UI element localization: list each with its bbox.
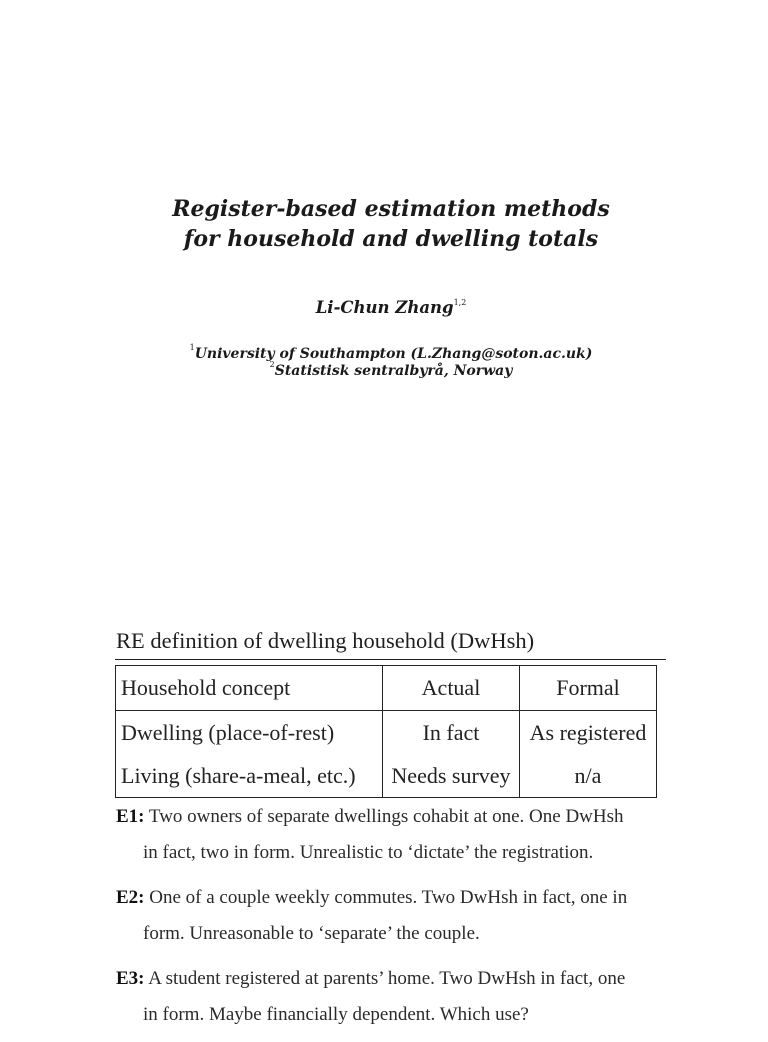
- author: [0, 298, 768, 317]
- table-row: [116, 711, 657, 755]
- example-label: E2:: [116, 887, 145, 908]
- table-header-cell: Formal: [520, 666, 657, 711]
- table-header-cell: Actual: [383, 666, 520, 711]
- table-header-cell: Household concept: [116, 666, 383, 711]
- example-item: [116, 880, 676, 952]
- author-name: Li-Chun Zhang: [315, 298, 454, 317]
- example-text-continued: in fact, two in form. Unrealistic to ‘dictate’ the registration.: [143, 842, 594, 863]
- table-cell: In fact: [383, 711, 520, 755]
- example-item: [116, 799, 676, 871]
- table-cell: Needs survey: [383, 754, 520, 798]
- example-text: A student registered at parents’ home. Two DwHsh in fact, one: [148, 968, 626, 989]
- title-line-2: for household and dwelling totals: [183, 226, 599, 252]
- table-cell: Living (share-a-meal, etc.): [116, 754, 383, 798]
- affiliation-2: [0, 356, 768, 380]
- example-text: One of a couple weekly commutes. Two DwHsh in fact, one in: [149, 887, 628, 908]
- example-label: E3:: [116, 968, 145, 989]
- table-cell: As registered: [520, 711, 657, 755]
- author-affil-marks: 1,2: [453, 298, 467, 307]
- affiliation-1-text: University of Southampton (L.Zhang@soton.ac.uk): [194, 346, 593, 362]
- table-row: [116, 754, 657, 798]
- heading-rule: [115, 659, 666, 660]
- definitions-table: [115, 665, 657, 798]
- example-text-continued: in form. Maybe financially dependent. Which use?: [143, 1004, 529, 1025]
- affiliation-2-text: Statistisk sentralbyrå, Norway: [274, 363, 513, 379]
- table-cell: n/a: [520, 754, 657, 798]
- affiliation-2-mark: 2: [269, 360, 275, 369]
- example-text: Two owners of separate dwellings cohabit at one. One DwHsh: [148, 806, 624, 827]
- table-cell: Dwelling (place-of-rest): [116, 711, 383, 755]
- table-header-row: [116, 666, 657, 711]
- example-label: E1:: [116, 806, 145, 827]
- affiliation-1-mark: 1: [189, 343, 195, 352]
- examples-list: [116, 799, 676, 1042]
- slide-heading: RE definition of dwelling household (DwHsh): [116, 628, 535, 653]
- title-line-1: Register-based estimation methods: [172, 196, 610, 222]
- example-text-continued: form. Unreasonable to ‘separate’ the couple.: [143, 923, 480, 944]
- paper-title: [0, 194, 768, 254]
- example-item: [116, 961, 676, 1033]
